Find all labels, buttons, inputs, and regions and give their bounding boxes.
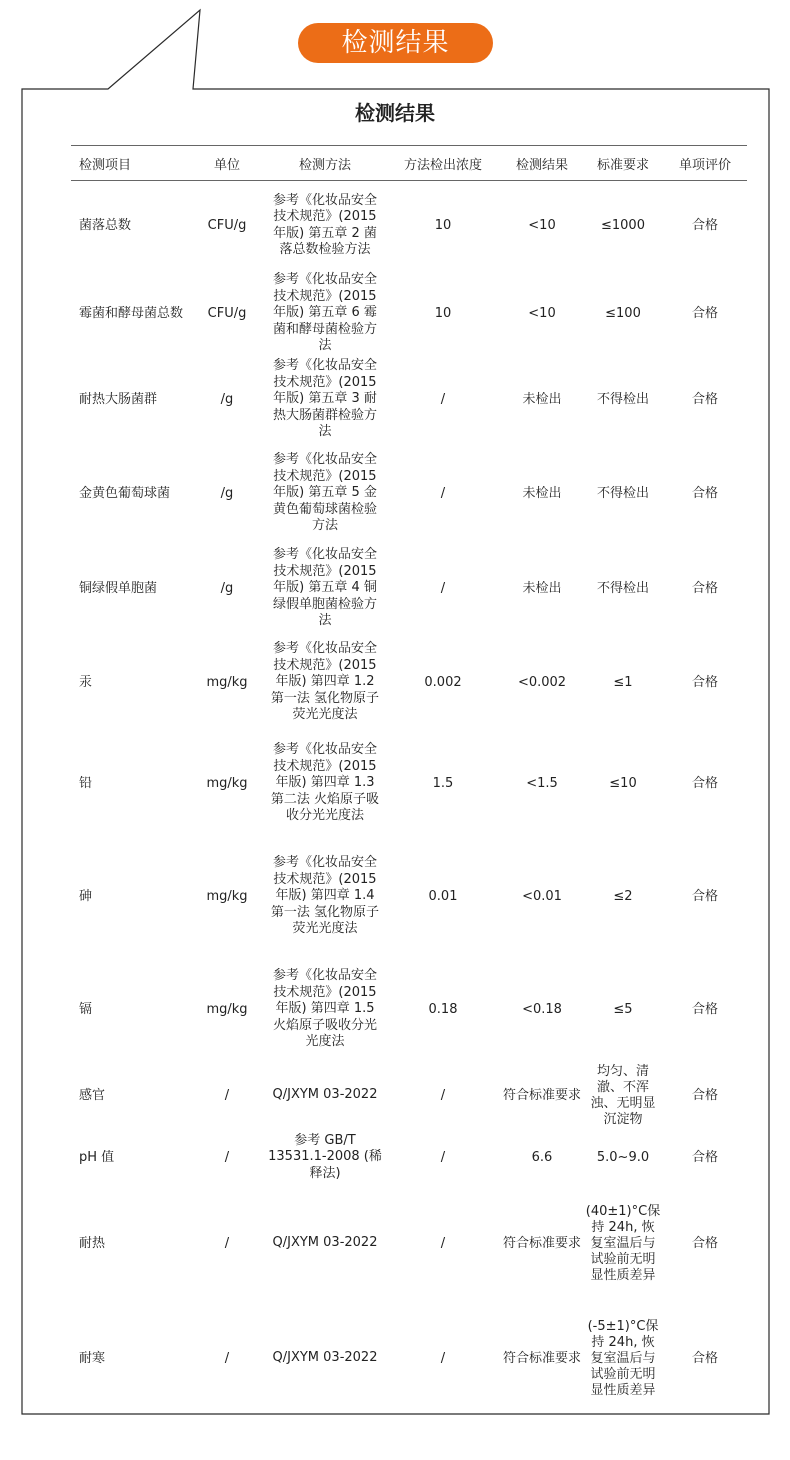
- cell-result: 未检出: [522, 580, 562, 596]
- cell-evaluation: 合格: [691, 674, 718, 690]
- cell-method: 参考《化妆品安全技术规范》(2015 年版) 第五章 3 耐热大肠菌群检验方法: [272, 358, 377, 440]
- cell-limit: /: [440, 1087, 446, 1103]
- header-evaluation: 单项评价: [663, 146, 747, 181]
- cell-standard: 不得检出: [596, 485, 649, 501]
- cell-method: 参考《化妆品安全技术规范》(2015 年版) 第四章 1.3 第二法 火焰原子吸收分光光度法: [270, 742, 380, 824]
- cell-item: 铅: [79, 775, 93, 791]
- header-standard: 标准要求: [583, 146, 663, 181]
- cell-result: 未检出: [522, 391, 562, 407]
- cell-result: <10: [528, 217, 556, 233]
- cell-method: 参考《化妆品安全技术规范》(2015 年版) 第四章 1.5 火焰原子吸收分光光度法: [272, 968, 377, 1050]
- cell-evaluation: 合格: [691, 888, 718, 904]
- cell-evaluation: 合格: [691, 1087, 718, 1103]
- cell-unit: mg/kg: [206, 674, 248, 690]
- cell-method: 参考《化妆品安全技术规范》(2015 年版) 第五章 4 铜绿假单胞菌检验方法: [272, 547, 377, 629]
- cell-unit: CFU/g: [207, 217, 247, 233]
- cell-result: <10: [528, 305, 556, 321]
- table-row: [71, 959, 747, 1061]
- cell-unit: /: [224, 1149, 230, 1165]
- cell-result: <0.002: [517, 674, 567, 690]
- cell-limit: /: [440, 1149, 446, 1165]
- cell-standard: 不得检出: [596, 580, 649, 596]
- cell-result: <0.18: [522, 1001, 562, 1017]
- cell-limit: 0.18: [428, 1001, 458, 1017]
- cell-method: 参考《化妆品安全技术规范》(2015 年版) 第五章 6 霉菌和酵母菌检验方法: [272, 272, 377, 354]
- header-result: 检测结果: [501, 146, 583, 181]
- cell-limit: /: [440, 1235, 446, 1251]
- cell-unit: /g: [220, 580, 234, 596]
- cell-method: 参考《化妆品安全技术规范》(2015 年版) 第五章 2 菌落总数检验方法: [272, 192, 377, 258]
- table-row: [71, 733, 747, 835]
- table-row: [71, 633, 747, 733]
- cell-evaluation: 合格: [691, 1235, 718, 1251]
- cell-evaluation: 合格: [691, 305, 718, 321]
- cell-item: 铜绿假单胞菌: [79, 580, 158, 596]
- cell-limit: 10: [434, 217, 452, 233]
- header-method: 检测方法: [265, 146, 385, 181]
- table-row: [71, 181, 747, 271]
- cell-item: 砷: [79, 888, 93, 904]
- cell-limit: 1.5: [432, 775, 454, 791]
- cell-item: 感官: [79, 1087, 106, 1103]
- cell-result: <0.01: [522, 888, 562, 904]
- cell-standard: ≤5: [613, 1001, 633, 1017]
- table-row: [71, 1185, 747, 1303]
- cell-result: 6.6: [531, 1149, 553, 1165]
- cell-item: 霉菌和酵母菌总数: [79, 305, 184, 321]
- results-table: [71, 145, 747, 1415]
- cell-method: 参考《化妆品安全技术规范》(2015 年版) 第五章 5 金黄色葡萄球菌检验方法: [272, 452, 377, 534]
- document-title: 检测结果: [355, 101, 435, 125]
- cell-method: 参考 GB/T 13531.1-2008 (稀释法): [268, 1132, 382, 1181]
- cell-item: 耐寒: [79, 1350, 106, 1366]
- header-unit: 单位: [189, 146, 265, 181]
- cell-limit: 0.01: [428, 888, 458, 904]
- cell-standard: ≤2: [613, 888, 633, 904]
- cell-unit: mg/kg: [206, 1001, 248, 1017]
- cell-method: Q/JXYM 03-2022: [272, 1350, 378, 1366]
- header-item: 检测项目: [71, 146, 189, 181]
- table-row: [71, 1061, 747, 1131]
- cell-limit: /: [440, 580, 446, 596]
- cell-limit: 0.002: [424, 674, 462, 690]
- cell-method: 参考《化妆品安全技术规范》(2015 年版) 第四章 1.4 第一法 氢化物原子荧光光度法: [270, 855, 380, 937]
- cell-item: 金黄色葡萄球菌: [79, 485, 171, 501]
- cell-limit: /: [440, 1350, 446, 1366]
- section-badge: 检测结果: [298, 23, 493, 63]
- table-row: [71, 271, 747, 357]
- cell-result: 符合标准要求: [503, 1350, 582, 1366]
- cell-standard: (-5±1)°C保持 24h, 恢复室温后与试验前无明显性质差异: [587, 1318, 659, 1398]
- cell-standard: ≤1: [613, 674, 633, 690]
- cell-standard: 不得检出: [596, 391, 649, 407]
- cell-method: 参考《化妆品安全技术规范》(2015 年版) 第四章 1.2 第一法 氢化物原子荧光光度法: [270, 641, 380, 723]
- table-row: [71, 1303, 747, 1415]
- cell-item: pH 值: [79, 1149, 115, 1165]
- cell-unit: CFU/g: [207, 305, 247, 321]
- cell-method: Q/JXYM 03-2022: [272, 1087, 378, 1103]
- table-row: [71, 357, 747, 443]
- cell-item: 镉: [79, 1001, 93, 1017]
- cell-limit: /: [440, 391, 446, 407]
- cell-result: 符合标准要求: [503, 1087, 582, 1103]
- table-row: [71, 545, 747, 633]
- cell-standard: 均匀、清澈、不浑浊、无明显沉淀物: [590, 1063, 656, 1127]
- table-header-row: [71, 146, 747, 181]
- cell-unit: /: [224, 1350, 230, 1366]
- cell-evaluation: 合格: [691, 580, 718, 596]
- cell-method: Q/JXYM 03-2022: [272, 1235, 378, 1251]
- cell-result: <1.5: [526, 775, 558, 791]
- table-row: [71, 835, 747, 959]
- header-detection-limit: 方法检出浓度: [385, 146, 501, 181]
- cell-result: 符合标准要求: [503, 1235, 582, 1251]
- table-row: [71, 443, 747, 545]
- cell-evaluation: 合格: [691, 775, 718, 791]
- cell-result: 未检出: [522, 485, 562, 501]
- cell-item: 汞: [79, 674, 93, 690]
- cell-unit: /g: [220, 391, 234, 407]
- cell-standard: 5.0~9.0: [596, 1149, 650, 1165]
- cell-unit: /: [224, 1087, 230, 1103]
- cell-standard: ≤10: [609, 775, 637, 791]
- cell-unit: mg/kg: [206, 888, 248, 904]
- cell-limit: 10: [434, 305, 452, 321]
- cell-evaluation: 合格: [691, 485, 718, 501]
- table-row: [71, 1131, 747, 1185]
- cell-item: 菌落总数: [79, 217, 132, 233]
- cell-evaluation: 合格: [691, 1350, 718, 1366]
- cell-evaluation: 合格: [691, 217, 718, 233]
- cell-unit: /: [224, 1235, 230, 1251]
- cell-unit: /g: [220, 485, 234, 501]
- cell-standard: ≤1000: [601, 217, 645, 233]
- cell-evaluation: 合格: [691, 1149, 718, 1165]
- cell-unit: mg/kg: [206, 775, 248, 791]
- cell-item: 耐热: [79, 1235, 106, 1251]
- cell-evaluation: 合格: [691, 391, 718, 407]
- cell-limit: /: [440, 485, 446, 501]
- cell-item: 耐热大肠菌群: [79, 391, 158, 407]
- cell-standard: (40±1)°C保持 24h, 恢复室温后与试验前无明显性质差异: [585, 1203, 661, 1283]
- cell-evaluation: 合格: [691, 1001, 718, 1017]
- cell-standard: ≤100: [605, 305, 641, 321]
